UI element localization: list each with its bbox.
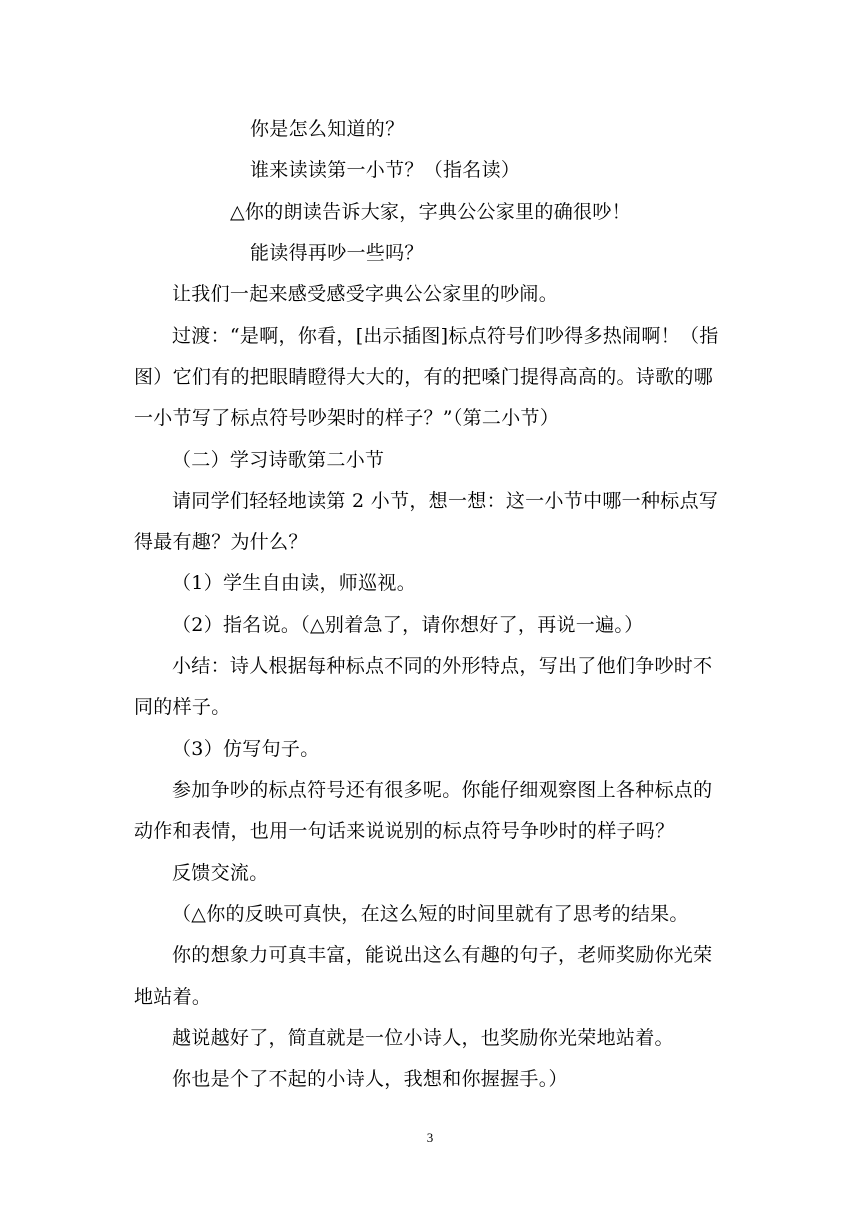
text-line: （1）学生自由读，师巡视。 [172,572,416,594]
page-number: 3 [426,1130,434,1145]
text-line: 反馈交流。 [172,862,269,884]
text-line: 小结：诗人根据每种标点不同的外形特点，写出了他们争吵时不 [172,655,713,677]
text-line: 你的想象力可真丰富，能说出这么有趣的句子，老师奖励你光荣 [172,944,713,966]
text-line: 图）它们有的把眼睛瞪得大大的，有的把嗓门提得高高的。诗歌的哪 [134,366,714,388]
text-line: △你的朗读告诉大家，字典公公家里的确很吵！ [230,201,631,223]
text-line: 参加争吵的标点符号还有很多呢。你能仔细观察图上各种标点的 [172,779,713,801]
text-line: 地站着。 [134,986,212,1008]
text-line: 得最有趣？为什么？ [134,531,308,553]
text-line: 请同学们轻轻地读第 2 小节，想一想：这一小节中哪一种标点写 [172,490,719,512]
text-line: 能读得再吵一些吗？ [250,242,424,264]
text-line: 你也是个了不起的小诗人，我想和你握握手。） [172,1068,568,1090]
section-heading: （二）学习诗歌第二小节 [172,449,385,471]
text-line: 过渡：“是啊，你看，[出示插图]标点符号们吵得多热闹啊！（指 [172,325,719,347]
text-line: 越说越好了，简直就是一位小诗人，也奖励你光荣地站着。 [172,1027,674,1049]
text-line: 同的样子。 [134,696,231,718]
text-line: （△你的反映可真快，在这么短的时间里就有了思考的结果。 [172,903,689,925]
text-line: 一小节写了标点符号吵架时的样子？”（第二小节） [134,407,560,429]
text-line: 谁来读读第一小节？（指名读） [250,159,521,181]
text-line: （2）指名说。（△别着急了，请你想好了，再说一遍。） [172,614,644,636]
text-line: 让我们一起来感受感受字典公公家里的吵闹。 [172,283,559,305]
text-line: 你是怎么知道的？ [250,118,405,140]
text-line: （3）仿写句子。 [172,738,320,760]
text-line: 动作和表情，也用一句话来说说别的标点符号争吵时的样子吗？ [134,820,675,842]
